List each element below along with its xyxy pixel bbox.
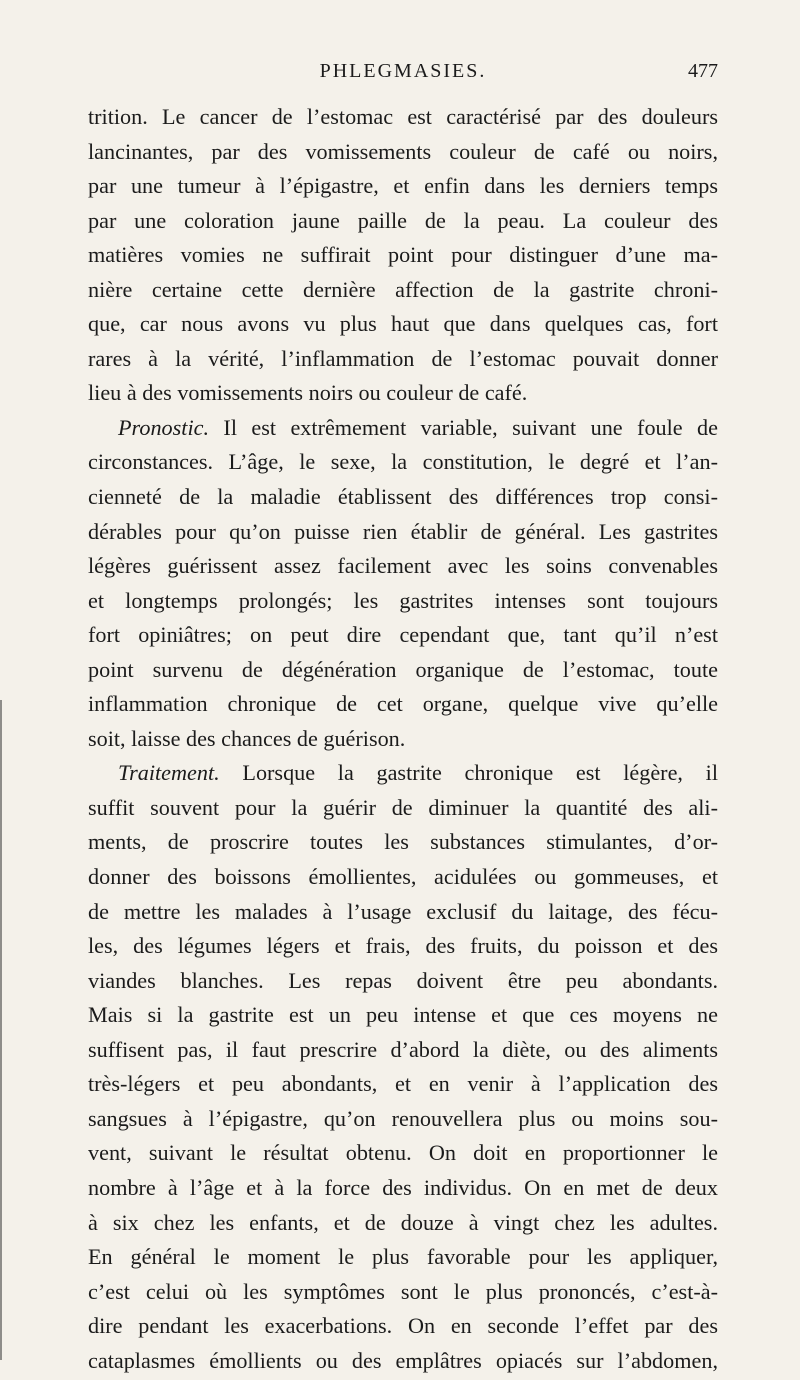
text-line [88,480,718,515]
text-line [88,618,718,653]
text-line [88,825,718,860]
text-line [88,238,718,273]
line-text: soit, laisse des chances de guérison. [88,725,406,751]
line-text: par une coloration jaune paille de la peau. La couleur des [88,207,718,233]
line-text: trition. Le cancer de l’estomac est caractérisé par des douleurs [88,104,718,129]
text-line [88,273,718,308]
line-text: lieu à des vomissements noirs ou couleur de café. [88,380,528,406]
line-text: suffit souvent pour la guérir de diminuer la quantité des ali- [88,794,718,820]
line-text: par une tumeur à l’épigastre, et enfin dans les derniers temps [88,173,718,199]
line-text: rares à la vérité, l’inflammation de l’estomac pouvait donner [88,345,718,371]
line-text: viandes blanches. Les repas doivent être peu abondants. [88,967,718,993]
text-line [88,964,718,999]
text-line [88,411,718,446]
text-line [88,791,718,826]
text-line [88,445,718,480]
page-number: 477 [688,60,718,82]
line-text: dérables pour qu’on puisse rien établir de général. Les gastrites [88,518,718,544]
text-line [88,1344,718,1379]
line-text: et longtemps prolongés; les gastrites intenses sont toujours [88,587,718,613]
text-line [88,687,718,722]
line-text: fort opiniâtres; on peut dire cependant que, tant qu’il n’est [88,622,718,648]
line-text: point survenu de dégénération organique de l’estomac, toute [88,656,718,682]
text-line [88,1136,718,1171]
text-line [88,653,718,688]
line-text: de mettre les malades à l’usage exclusif du laitage, des fécu- [88,898,718,924]
line-text: En général le moment le plus favorable pour les appliquer, [88,1244,718,1270]
text-line [88,895,718,930]
line-text: Il est extrêmement variable, suivant une foule de [209,414,718,440]
text-line [88,998,718,1033]
text-line [88,1275,718,1310]
body-text [88,100,718,1378]
line-text: nombre à l’âge et à la force des individus. On en met de deux [88,1174,718,1200]
line-text: donner des boissons émollientes, acidulées ou gommeuses, et [88,864,718,890]
text-line [88,135,718,170]
text-line [88,307,718,342]
line-text: que, car nous avons vu plus haut que dans quelques cas, fort [88,311,718,337]
line-text: c’est celui où les symptômes sont le plus prononcés, c’est-à- [88,1278,718,1304]
text-line [88,1067,718,1102]
line-text: cienneté de la maladie établissent des différences trop consi- [88,484,718,510]
text-line [88,100,718,135]
line-text: suffisent pas, il faut prescrire d’abord la diète, ou des aliments [88,1036,718,1062]
line-text: inflammation chronique de cet organe, quelque vive qu’elle [88,691,718,717]
line-text: nière certaine cette dernière affection de la gastrite chroni- [88,276,718,302]
binding-edge-shadow [0,700,2,1360]
text-line [88,722,718,757]
text-line [88,169,718,204]
text-line [88,1309,718,1344]
line-text: Mais si la gastrite est un peu intense et que ces moyens ne [88,1002,718,1028]
line-text: lancinantes, par des vomissements couleur de café ou noirs, [88,138,718,164]
line-text: légères guérissent assez facilement avec les soins convenables [88,553,718,579]
line-text: sangsues à l’épigastre, qu’on renouvellera plus ou moins sou- [88,1105,718,1131]
text-line [88,860,718,895]
text-line [88,1171,718,1206]
line-text: les, des légumes légers et frais, des fruits, du poisson et des [88,933,718,959]
text-line [88,549,718,584]
text-line [88,342,718,377]
section-heading: Pronostic. [118,414,210,440]
text-line [88,376,718,411]
line-text: très-légers et peu abondants, et en venir à l’application des [88,1071,718,1097]
text-line [88,515,718,550]
running-title: PHLEGMASIES. [319,60,487,82]
text-line [88,1033,718,1068]
line-text: ments, de proscrire toutes les substances stimulantes, d’or- [88,829,718,855]
page-header [88,60,718,90]
text-line [88,756,718,791]
line-text: cataplasmes émollients ou des emplâtres opiacés sur l’abdomen, [88,1347,718,1373]
line-text: dire pendant les exacerbations. On en seconde l’effet par des [88,1313,718,1339]
text-line [88,204,718,239]
line-text: circonstances. L’âge, le sexe, la constitution, le degré et l’an- [88,449,718,475]
line-text: à six chez les enfants, et de douze à vingt chez les adultes. [88,1209,718,1235]
text-line [88,929,718,964]
line-text: matières vomies ne suffirait point pour distinguer d’une ma- [88,242,718,268]
text-line [88,1102,718,1137]
line-text: vent, suivant le résultat obtenu. On doit en proportionner le [88,1140,718,1166]
line-text: Lorsque la gastrite chronique est légère, il [219,760,718,786]
text-line [88,1206,718,1241]
section-heading: Traitement. [118,760,220,786]
text-line [88,584,718,619]
text-line [88,1240,718,1275]
